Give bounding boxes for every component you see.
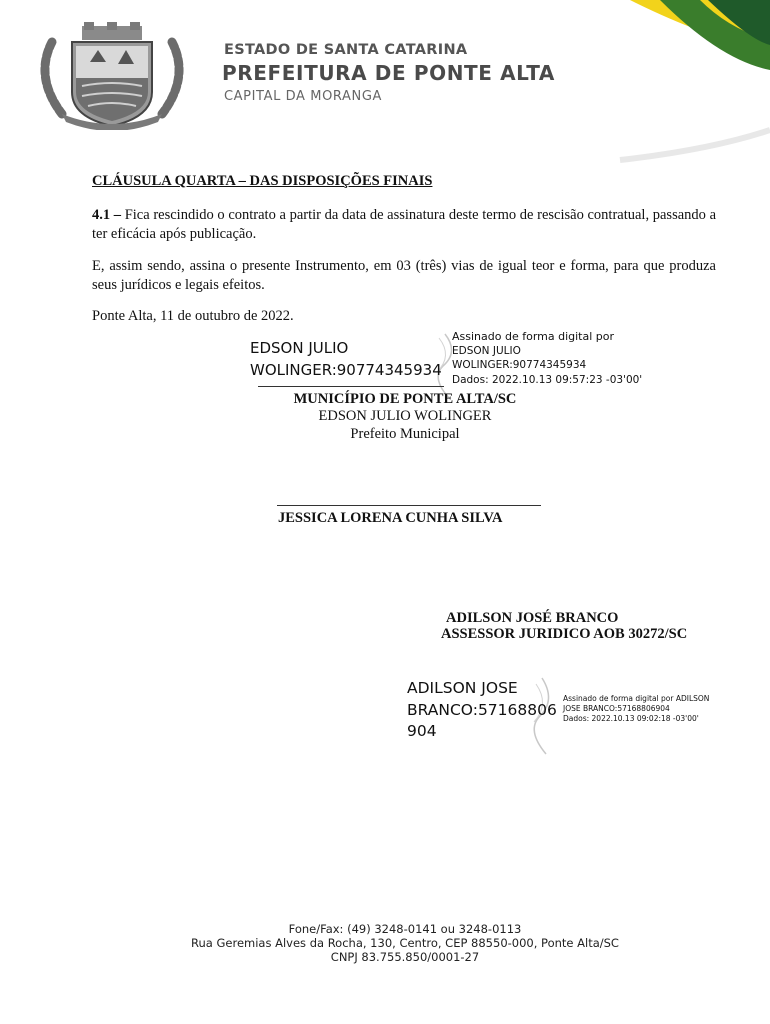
signature-1-detail: Assinado de forma digital por <box>452 330 615 343</box>
signature-3-role: ASSESSOR JURIDICO AOB 30272/SC <box>441 626 688 642</box>
signature-1-organization: MUNICÍPIO DE PONTE ALTA/SC <box>293 391 517 407</box>
clause-paragraph-1-text: Fica rescindido o contrato a partir da data de assinatura deste termo de rescisão contratual, passando a ter eficácia após publicação. <box>92 207 716 242</box>
signature-1-signer: EDSON JULIO WOLINGER <box>318 408 492 424</box>
clause-item-number: 4.1 – <box>92 207 122 223</box>
signature-3-detail: JOSE BRANCO:57168806904 <box>563 704 670 713</box>
signature-2-line <box>277 505 541 506</box>
clause-paragraph-1 <box>92 206 716 244</box>
decorative-corner-swoosh <box>590 0 770 190</box>
header-tagline: CAPITAL DA MORANGA <box>224 89 382 104</box>
footer-address: Rua Geremias Alves da Rocha, 130, Centro, CEP 88550-000, Ponte Alta/SC <box>191 936 619 950</box>
signature-1-line <box>258 386 444 387</box>
coat-of-arms-icon <box>32 22 192 130</box>
header-state-name: ESTADO DE SANTA CATARINA <box>224 42 468 58</box>
place-and-date: Ponte Alta, 11 de outubro de 2022. <box>92 308 294 324</box>
clause-title: CLÁUSULA QUARTA – DAS DISPOSIÇÕES FINAIS <box>92 173 433 189</box>
signature-1-detail: WOLINGER:90774345934 <box>452 359 587 371</box>
signature-1-timestamp: Dados: 2022.10.13 09:57:23 -03'00' <box>452 374 643 386</box>
signature-3-digital-name-line3: 904 <box>407 722 437 740</box>
signature-3-detail: Assinado de forma digital por ADILSON <box>563 694 710 703</box>
signature-2-name: JESSICA LORENA CUNHA SILVA <box>278 510 503 526</box>
signature-1-name-line2: WOLINGER:90774345934 <box>250 361 442 379</box>
signature-3-digital-name-line1: ADILSON JOSE <box>407 679 518 697</box>
signature-3-name: ADILSON JOSÉ BRANCO <box>446 610 619 626</box>
signature-3-timestamp: Dados: 2022.10.13 09:02:18 -03'00' <box>563 714 699 723</box>
clause-paragraph-2: E, assim sendo, assina o presente Instrumento, em 03 (três) vias de igual teor e forma, para que produza seus jurídicos e legais efeitos. <box>92 258 716 293</box>
signature-1-role: Prefeito Municipal <box>350 426 460 442</box>
header-prefecture-name: PREFEITURA DE PONTE ALTA <box>222 61 555 85</box>
signature-3-digital-name-line2: BRANCO:57168806 <box>407 701 557 719</box>
signature-1-name-line1: EDSON JULIO <box>250 339 349 357</box>
signature-1-detail: EDSON JULIO <box>452 345 521 357</box>
footer-phone: Fone/Fax: (49) 3248-0141 ou 3248-0113 <box>288 922 522 936</box>
footer-cnpj: CNPJ 83.755.850/0001-27 <box>330 950 480 964</box>
